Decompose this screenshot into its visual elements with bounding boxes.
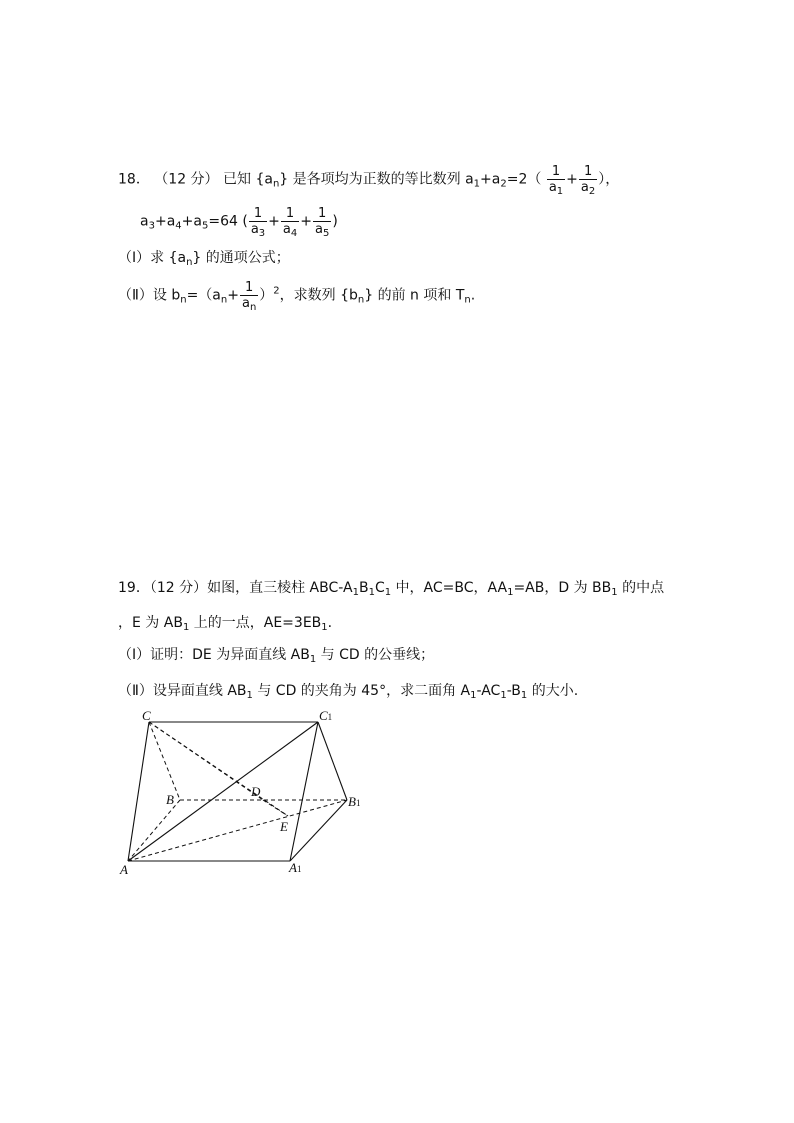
edge-A-C1 bbox=[128, 722, 318, 861]
label-C1: C1 bbox=[319, 708, 333, 723]
fraction-1-over-a1: $\frac{1}{a_1}$ bbox=[548, 164, 564, 197]
prism-figure bbox=[115, 708, 375, 878]
part-label: （Ⅰ） bbox=[118, 250, 151, 266]
label-D: D bbox=[251, 784, 261, 799]
fraction-1-over-a3: $\frac{1}{a_3}$ bbox=[250, 206, 266, 239]
fraction-1-over-a4: $\frac{1}{a_4}$ bbox=[282, 206, 298, 239]
fraction-1-over-an: $\frac{1}{a_n}$ bbox=[241, 280, 257, 313]
q19-score: （12 分） bbox=[149, 580, 208, 596]
label-B1: B1 bbox=[348, 794, 361, 809]
edge-C1-A1 bbox=[290, 722, 318, 861]
q19-line2: ，E 为 $AB_1$ 上的一点，$AE=3EB_1$. bbox=[118, 615, 333, 633]
q18-part2: （Ⅱ）设 $b_n=(a_n+$ $\frac{1}{a_n}$ ）$^2$，求数列 $\{b_n\}$ 的前 n 项和 $T_n$. bbox=[118, 280, 476, 313]
edge-C1-B1 bbox=[318, 722, 347, 800]
label-A: A bbox=[120, 862, 128, 877]
q19-part2: （Ⅱ）设异面直线 $AB_1$ 与 CD 的夹角为 45°，求二面角 $A_1-AC_1-B_1$ 的大小. bbox=[118, 683, 579, 701]
q18-number: 18． bbox=[118, 171, 150, 188]
part-label: （Ⅱ） bbox=[118, 287, 153, 304]
edge-A-B1 bbox=[128, 800, 347, 861]
label-C: C bbox=[142, 708, 151, 723]
q18-line2: $a_3+a_4+a_5=64$ ( $\frac{1}{a_3}$ + $\frac{1}{a_4}$ + $\frac{1}{a_5}$ ) bbox=[140, 206, 338, 239]
label-A1: A1 bbox=[289, 860, 302, 875]
part-label: （Ⅱ） bbox=[118, 683, 153, 699]
q18-line1: 18． （12 分） 已知 $\{a_n\}$ 是各项均为正数的等比数列 $a_1+a_2=2$（ $\frac{1}{a_1}$ + $\frac{1}{a_2}$ ）， bbox=[118, 164, 620, 197]
part-label: （Ⅰ） bbox=[118, 647, 151, 663]
q19-line1: 19．（12 分）如图，直三棱柱 ABC-$A_1B_1C_1$ 中，AC=BC，$AA_1=AB$，D 为 $BB_1$ 的中点 bbox=[118, 580, 665, 598]
label-E: E bbox=[280, 819, 288, 834]
edge-C-D bbox=[149, 722, 263, 800]
fraction-1-over-a5: $\frac{1}{a_5}$ bbox=[314, 206, 330, 239]
q18-part1: （Ⅰ）求 $\{a_n\}$ 的通项公式； bbox=[118, 250, 290, 268]
q19-part1: （Ⅰ）证明：DE 为异面直线 $AB_1$ 与 CD 的公垂线； bbox=[118, 647, 435, 665]
fraction-1-over-a2: $\frac{1}{a_2}$ bbox=[580, 164, 596, 197]
edge-A1-B1 bbox=[290, 800, 347, 861]
label-B: B bbox=[166, 792, 174, 807]
edge-C-B bbox=[149, 722, 180, 800]
q19-number: 19． bbox=[118, 580, 150, 596]
q18-score: （12 分） bbox=[154, 171, 219, 188]
